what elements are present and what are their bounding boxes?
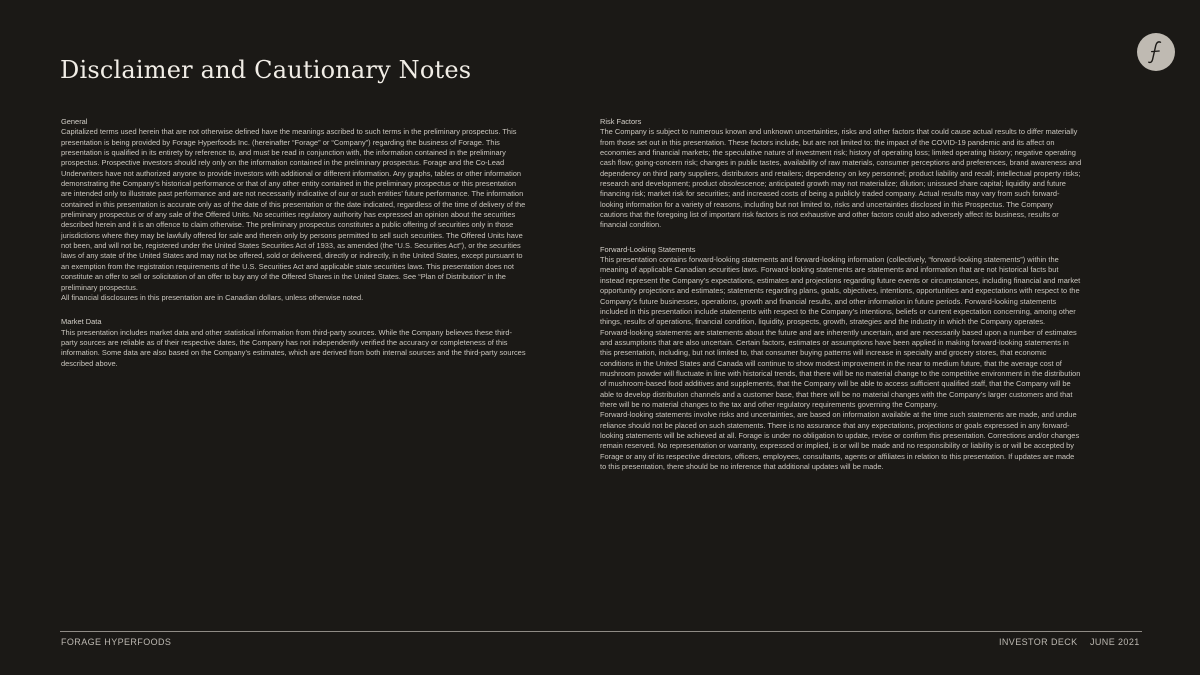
footer-divider xyxy=(60,631,1142,632)
risk-factors-section xyxy=(600,117,1082,231)
general-currency-note: All financial disclosures in this presentation are in Canadian dollars, unless otherwise noted. xyxy=(61,292,364,302)
forward-looking-paragraph-2: Forward-looking statements are statements about the future and are inherently uncertain, and are necessarily based upon a number of estimates and assumptions that are also uncertain. Certain factors, estimates or assumptions have been applied in making forward-looking statements in this presentation, including, but not limited to, that consumer buying patterns will increase in specialty and grocery stores, that economic conditions in the United States and Canada will continue to show modest improvement in the near to medium future, that the average cost of mushroom powder will fluctuate in line with historical trends, that there will be no material change to the competitive environment in the distribution of mushroom-based food additives and supplements, that the Company will be able to access sufficient qualified staff, that the Company will be able to develop distribution channels and a customer base, that there will be no material changes with the Company’s larger customers and that there will be no material changes to the tax and other regulatory requirements governing the Company. xyxy=(600,327,1081,409)
general-heading: General xyxy=(61,117,88,126)
right-column xyxy=(600,117,1082,482)
market-data-section xyxy=(61,317,527,369)
risk-factors-paragraph: The Company is subject to numerous known and unknown uncertainties, risks and other factors that could cause actual results to differ materially from those set out in this presentation. These factors include, but are not limited to: the impact of the COVID-19 pandemic and its affect on economies and financial markets; the speculative nature of investment risk; history of operating loss; limited operating history; negative operating cash flow; going-concern risk; changes in public tastes, availability of raw materials, consumer perceptions and preferences, brand awareness and dependency on third party suppliers, distributors and retailers; dependency on key personnel; product liability and recall; intellectual property risks; research and development; product obsolescence; anticipated growth may not materialize; dilution; unissued share capital; liquidity and future financing risk; market risk for securities; and increased costs of being a publicly traded company. Actual results may vary from such forward-looking information for a variety of reasons, including but not limited to, risks and uncertainties disclosed in this Prospectus. The Company cautions that the foregoing list of important risk factors is not exhaustive and other factors could also adversely affect its business, results or financial condition. xyxy=(600,127,1082,230)
footer-date: JUNE 2021 xyxy=(1090,637,1140,647)
general-section xyxy=(61,117,527,303)
market-data-heading: Market Data xyxy=(61,317,102,327)
forward-looking-paragraph-1: This presentation contains forward-looking statements and forward-looking information (collectively, “forward-looking statements”) within the meaning of applicable Canadian securities laws. Forward-looking statements are statements and information that are not historical facts but instead represent the Company’s expectations, estimates and projections regarding future events or circumstances, including financial and market opportunity projections and estimates; statements regarding plans, goals, objectives, intentions, opportunities and expectations with respect to the Company’s future businesses, operations, growth and financial results, and other information in future periods. Forward-looking statements included in this presentation include statements with respect to the Company’s intentions, beliefs or current expectation concerning, among other things, results of operations, financial condition, liquidity, prospects, growth, strategies and the industry in which the Company operates. xyxy=(600,255,1081,327)
general-paragraph: Capitalized terms used herein that are not otherwise defined have the meanings ascribed to such terms in the preliminary prospectus. This presentation is being provided by Forage Hyperfoods Inc. (hereinafter “Forage” or “Company”) regarding the business of Forage. This presentation is qualified in its entirety by reference to, and must be read in conjunction with, the information contained in the preliminary prospectus. Prospective investors should rely only on the information contained in the preliminary prospectus. Forage and the Co-Lead Underwriters have not authorized anyone to provide investors with additional or different information. Any graphs, tables or other information demonstrating the Company’s historical performance or that of any other entity contained in the preliminary prospectus or this presentation are intended only to illustrate past performance and are not necessarily indicative of our or such entities’ future performance. The information contained in this presentation is accurate only as of the date of this presentation or the date indicated, regardless of the time of delivery of the preliminary prospectus or of any sale of the Offered Units. No securities regulatory authority has expressed an opinion about the securities described herein and it is an offence to claim otherwise. The preliminary prospectus constitutes a public offering of securities only in those jurisdictions where they may be lawfully offered for sale and therein only by persons permitted to sell such securities. The Offered Units have not been, and will not be, registered under the United States Securities Act of 1933, as amended (the “U.S. Securities Act”), or the securities laws of any state of the United States and may not be offered, sold or delivered, directly or indirectly, in the United States, except pursuant to an exemption from the registration requirements of the U.S. Securities Act and applicable state securities laws. This presentation does not constitute an offer to sell or solicitation of an offer to buy any of the Offered Shares in the United States. See “Plan of Distribution” in the preliminary prospectus. xyxy=(61,127,526,292)
footer-company: FORAGE HYPERFOODS xyxy=(61,637,172,647)
forage-f-monogram-icon xyxy=(1137,33,1175,71)
left-column xyxy=(61,117,527,379)
risk-factors-heading: Risk Factors xyxy=(600,117,642,126)
page-title: Disclaimer and Cautionary Notes xyxy=(60,56,472,84)
forward-looking-section xyxy=(600,245,1082,473)
forward-looking-paragraph-3: Forward-looking statements involve risks and uncertainties, are based on information available at the time such statements are made, and undue reliance should not be placed on such statements. There is no assurance that any expectations, projections or goals expressed in any forward-looking statements will be achieved at all. Forage is under no obligation to update, revise or confirm this presentation. Corrections and/or changes remain reserved. No representation or warranty, expressed or implied, is or will be made and no responsibility or liability is or will be accepted by Forage or any of its respective directors, officers, employees, consultants, agents or affiliates in relation to this presentation. If updates are made to this presentation, there should be no inference that additional updates will be made. xyxy=(600,410,1080,471)
footer-deck-label: INVESTOR DECK xyxy=(999,637,1078,647)
forward-looking-heading: Forward-Looking Statements xyxy=(600,244,696,254)
market-data-paragraph: This presentation includes market data and other statistical information from third-party sources. While the Company believes these third-party sources are reliable as of their respective dates, the Company has not independently verified the accuracy or completeness of this information. Some data are also based on the Company’s estimates, which are derived from both internal sources and the third-party sources described above. xyxy=(61,327,526,368)
